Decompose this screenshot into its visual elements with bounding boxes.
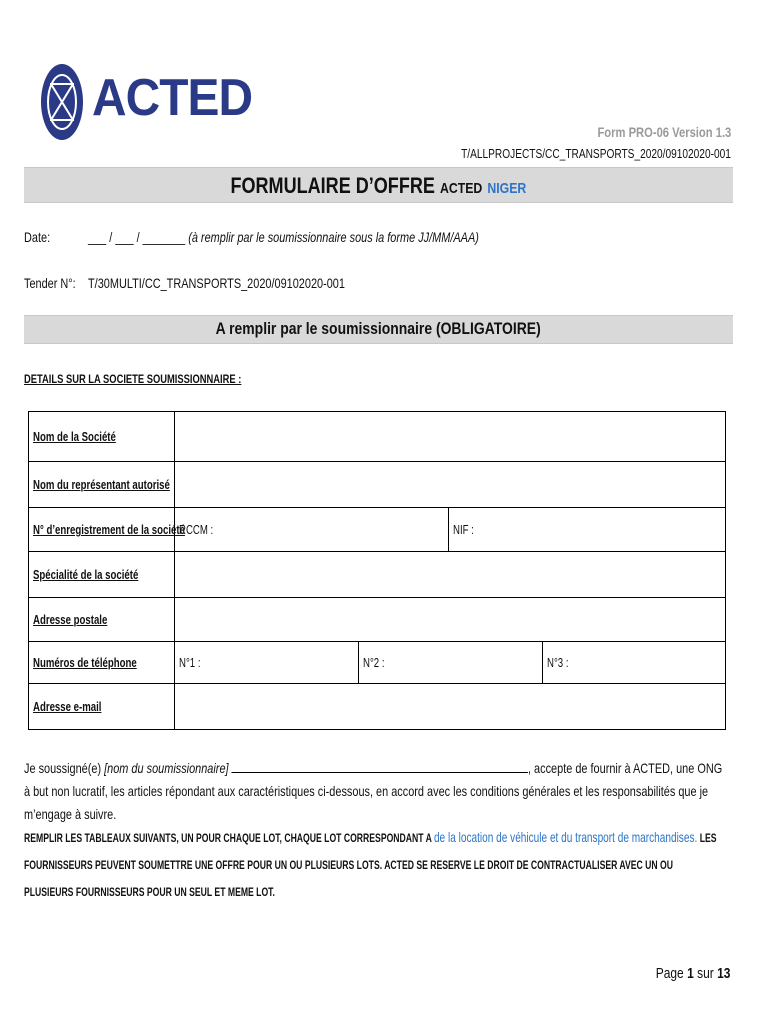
date-field[interactable] <box>88 229 479 245</box>
declaration-start: Je soussigné(e) <box>24 760 102 776</box>
postal-address-label: Adresse postale <box>29 598 175 642</box>
representative-label: Nom du représentant autorisé <box>29 462 175 508</box>
specialty-field[interactable] <box>175 552 726 598</box>
date-label: Date: <box>24 229 51 245</box>
page-separator: sur <box>696 965 714 982</box>
form-title-main: FORMULAIRE D’OFFRE <box>230 173 436 198</box>
form-title-country: NIGER <box>487 180 527 197</box>
logo-wordmark: ACTED <box>92 69 253 127</box>
date-hint: (à remplir par le soumissionnaire sous la forme JJ/MM/AAA) <box>188 229 479 245</box>
representative-field[interactable] <box>175 462 726 508</box>
instructions-paragraph <box>24 824 722 906</box>
table-row <box>29 684 726 730</box>
phone1-field[interactable]: N°1 : <box>175 642 359 684</box>
form-title-bar <box>24 167 733 203</box>
company-name-field[interactable] <box>175 412 726 462</box>
bidder-name-placeholder: [nom du soumissionnaire] <box>104 760 229 776</box>
page-current: 1 <box>686 965 694 982</box>
table-row <box>29 462 726 508</box>
company-name-label: Nom de la Société <box>29 412 175 462</box>
reference-number: T/ALLPROJECTS/CC_TRANSPORTS_2020/09102020-001 <box>461 146 731 161</box>
page-total: 13 <box>716 965 730 982</box>
section-bar <box>24 315 733 344</box>
tender-label: Tender N°: <box>24 275 76 291</box>
page-prefix: Page <box>655 965 684 982</box>
email-label: Adresse e-mail <box>29 684 175 730</box>
table-row <box>29 412 726 462</box>
postal-address-field[interactable] <box>175 598 726 642</box>
acted-emblem-icon <box>38 62 90 142</box>
instructions-start: REMPLIR LES TABLEAUX SUIVANTS, UN POUR CHAQUE LOT, CHAQUE LOT CORRESPONDANT A <box>24 831 432 845</box>
registration-label: N° d’enregistrement de la société <box>29 508 175 552</box>
instructions-highlight: de la location de véhicule et du transport de marchandises. <box>433 829 698 845</box>
table-row <box>29 598 726 642</box>
form-title <box>231 173 527 199</box>
table-row <box>29 508 726 552</box>
instructions-end: LES FOURNISSEURS PEUVENT SOUMETTRE UNE OFFRE POUR UN OU PLUSIEURS LOTS. ACTED SE RESERVE LE DROIT DE CONTRACTUALISER AVEC UN OU PLUSIEURS FOURNISSEURS POUR UN SEUL ET MEME LOT. <box>24 831 717 899</box>
bidder-name-blank[interactable] <box>232 758 528 773</box>
details-heading: DETAILS SUR LA SOCIETE SOUMISSIONNAIRE : <box>24 372 242 386</box>
phone2-field[interactable]: N°2 : <box>359 642 543 684</box>
declaration-paragraph <box>24 757 730 826</box>
form-version: Form PRO-06 Version 1.3 <box>597 124 731 140</box>
table-row <box>29 642 726 684</box>
phone3-field[interactable]: N°3 : <box>543 642 726 684</box>
phone-label: Numéros de téléphone <box>29 642 175 684</box>
table-row <box>29 552 726 598</box>
nif-field[interactable]: NIF : <box>449 508 726 552</box>
rccm-field[interactable]: RCCM : <box>175 508 449 552</box>
email-field[interactable] <box>175 684 726 730</box>
acted-logo <box>38 62 253 142</box>
section-title: A remplir par le soumissionnaire (OBLIGATOIRE) <box>215 319 542 338</box>
declaration-end: , accepte de fournir à ACTED, une ONG à but non lucratif, les articles répondant aux caractéristiques ci-dessous, en accord avec les conditions générales et les responsabilités que je m’engage à suivre. <box>24 760 723 822</box>
specialty-label: Spécialité de la société <box>29 552 175 598</box>
tender-number: T/30MULTI/CC_TRANSPORTS_2020/09102020-001 <box>88 275 345 291</box>
date-blank: ___ / ___ / _______ <box>88 229 186 245</box>
page-number <box>655 965 730 982</box>
company-details-table <box>28 411 726 730</box>
form-title-org: ACTED <box>440 180 483 197</box>
